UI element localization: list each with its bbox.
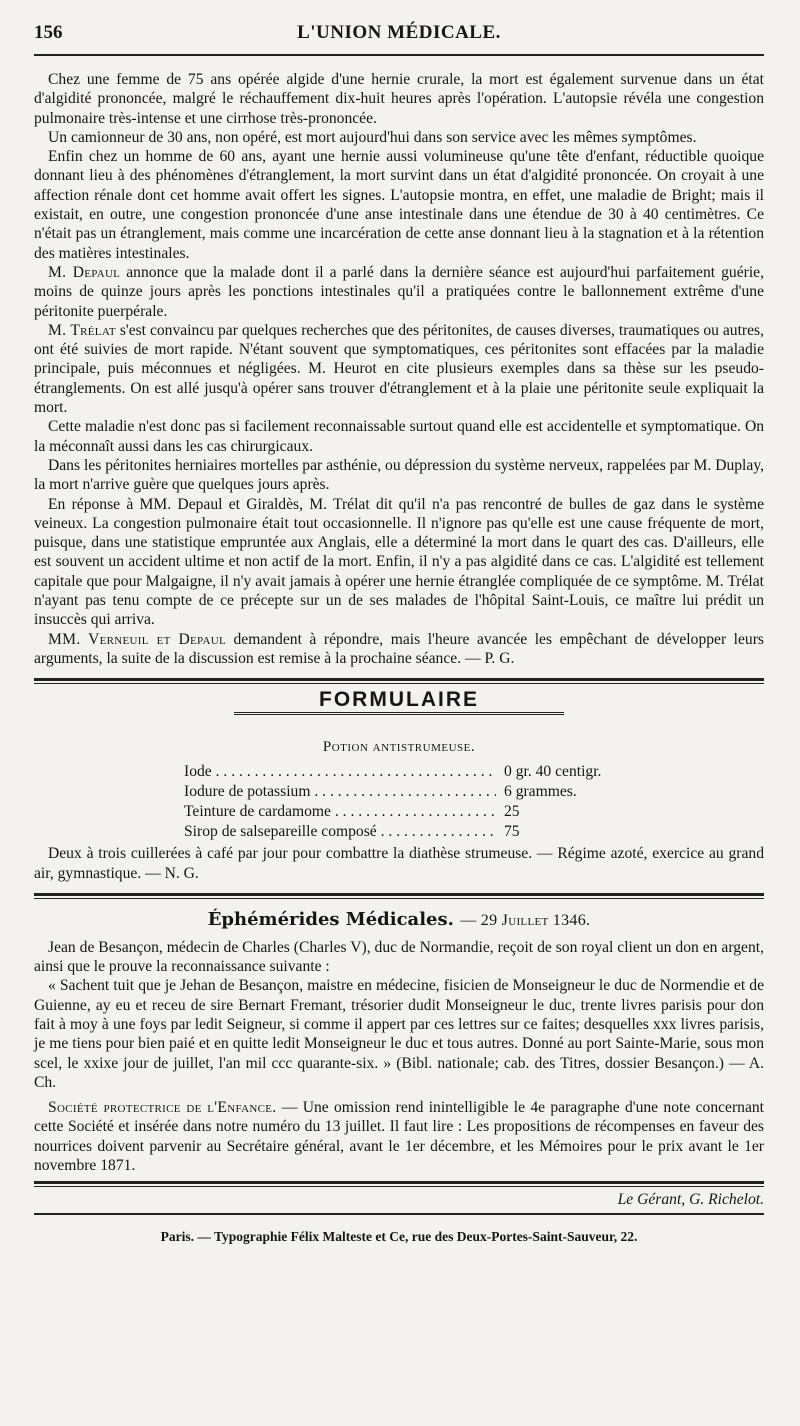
paragraph: Cette maladie n'est donc pas si facilement reconnaissable surtout quand elle est accidentelle et symptomatique. On la méconnaît aussi dans les cas chirurgicaux. (34, 418, 764, 455)
recipe-ingredients (184, 762, 664, 842)
recipe-note: Deux à trois cuillerées à café par jour pour combattre la diathèse strumeuse. — Régime azoté, exercice au grand air, gymnastique. — N. G. (34, 845, 764, 882)
ingredient-quantity: 0 gr. 40 centigr. (504, 763, 602, 781)
ingredient-row (184, 782, 664, 802)
ingredient-name: Iodure de potassium . . . (184, 782, 496, 802)
quotation: « Sachent tuit que je Jehan de Besançon, maistre en médecine, fisicien de Monseigneur le duc de Normendie et de Guienne, ay eu et receu de sire Bernart Fremant, trésorier dudit Monseigneur le duc, trente livres parisis pour don fait à moy à une foys par ledit Seigneur, si comme il appert par ces lettres sur ce faites; desquelles xxx livres parisis, je me tiens pour bien paié et en quitte ledit Monseigneur le duc et tous autres. Donné au port Sainte-Marie, sous mon scel, le xxixe jour de juillet, l'an mil ccc quarante-six. » (Bibl. nationale; cab. des Titres, dossier Besançon.) — A. Ch. (34, 977, 764, 1091)
paragraph (34, 630, 764, 669)
speaker-name: M. Depaul (48, 263, 121, 281)
paragraph-text: annonce que la malade dont il a parlé dans la dernière séance est aujourd'hui parfaitement guérie, moins de quinze jours après les ponctions intestinales qu'il a pratiquées contre le ballonnement extrême d'une péritonite puerpérale. (34, 263, 764, 320)
header-rule (34, 54, 764, 56)
ingredient-row (184, 802, 664, 822)
ingredient-name: Teinture de cardamome . . . (184, 802, 496, 822)
notice-heading: Société protectrice de l'Enfance. (48, 1099, 277, 1117)
speaker-name: MM. Verneuil et Depaul (48, 630, 226, 648)
notice-text: — Une omission rend inintelligible le 4e paragraphe d'une note concernant cette Société et insérée dans notre numéro du 13 juillet. Il faut lire : Les propositions de récompenses en faveur des nourrices doivent parvenir au Secrétaire général, avant le 1er décembre, et les Mémoires pour le prix avant le 1er novembre 1871. (34, 1099, 764, 1175)
paragraph: Chez une femme de 75 ans opérée algide d'une hernie crurale, la mort est également survenue dans un état d'algidité prononcée, malgré le réchauffement dix-huit heures après l'opération. L'autopsie révéla une congestion pulmonaire très-intense et une cirrhose très-prononcée. (34, 71, 764, 127)
section-rule (34, 1181, 764, 1187)
speaker-name: M. Trélat (48, 321, 116, 339)
signature (34, 1191, 764, 1209)
page-header (34, 22, 764, 48)
page-number: 156 (34, 22, 63, 43)
ingredient-quantity: 25 (504, 803, 520, 821)
paragraph: Dans les péritonites herniaires mortelles par asthénie, ou dépression du système nerveux, rappelées par M. Duplay, la mort n'arrive guère que quelques jours après. (34, 456, 764, 494)
ingredient-quantity: 75 (504, 823, 520, 841)
paragraph: En réponse à MM. Depaul et Giraldès, M. Trélat dit qu'il n'a pas rencontré de bulles de gaz dans le système veineux. La congestion pulmonaire était tout occasionnelle. Il n'ignore pas qu'elle est une cause fréquente de mort, puisque, dans une statistique empruntée aux Anglais, elle a déterminé la mort dans le quart des cas. D'ailleurs, elle est souvent un accident ultime et non actif de la mort. Enfin, il n'y a pas algidité dans ce cas. L'algidité est tellement capitale que pour Malgaigne, il n'y avait jamais à opérer une hernie étranglée compliquée de ce symptôme. M. Trélat n'ayant pas tenu compte de ce précepte sur un de ses malades de l'hôpital Saint-Louis, ce maître lui prédit un insuccès qui arriva. (34, 495, 764, 629)
ephemerides-heading: Éphémérides Médicales. (207, 908, 454, 930)
section-title: FORMULAIRE (319, 688, 479, 712)
paragraph-text: demandent à répondre, mais l'heure avancée les empêchant de développer leurs arguments, la suite de la discussion est remise à la prochaine séance. — P. G. (34, 630, 764, 667)
ingredient-row (184, 762, 664, 782)
section-rule (34, 678, 764, 684)
paragraph (34, 263, 764, 321)
recipe-title: Potion antistrumeuse. (322, 739, 476, 756)
ingredient-quantity: 6 grammes. (504, 783, 577, 801)
formulaire-section (34, 688, 764, 883)
paragraph (34, 321, 764, 417)
notice-paragraph (34, 1098, 764, 1175)
paragraph: Un camionneur de 30 ans, non opéré, est mort aujourd'hui dans son service avec les mêmes symptômes. (48, 128, 697, 146)
section-title (34, 909, 764, 930)
paragraph: Jean de Besançon, médecin de Charles (Charles V), duc de Normandie, reçoit de son royal client un don en argent, ainsi que le prouve la reconnaissance suivante : (34, 938, 764, 976)
paragraph-text: s'est convaincu par quelques recherches que des péritonites, de causes diverses, traumatiques ou autres, ont été suivies de mort rapide. N'étant souvent que symptomatiques, ces péritonites sont effacées par la maladie principale, puis méconnues et négligées. M. Heurot en cite plusieurs exemples dans sa thèse sur les pseudo-étranglements. On est allé jusqu'à opérer sans trouver d'étranglement et à la plaie une péritonite seule expliquait la mort. (34, 321, 765, 417)
ephemerides-section (34, 909, 764, 1176)
ingredient-name: Iode . . . (184, 762, 496, 782)
journal-page (34, 22, 764, 1245)
ingredient-name: Sirop de salsepareille composé . . . (184, 822, 496, 842)
ephemerides-date: — 29 Juillet 1346. (460, 911, 591, 929)
section-rule (34, 893, 764, 899)
paragraph: Enfin chez un homme de 60 ans, ayant une hernie aussi volumineuse qu'une tête d'enfant, réductible quoique donnant lieu à des phénomènes d'étranglement, la mort survint dans un état d'algidité prononcée. On croyait à une affection rénale dont cet homme avait offert les signes. L'autopsie montra, en effet, une maladie de Bright; mais il existait, en outre, une congestion prononcée d'une anse intestinale dans une étendue de 30 à 40 centimètres. Ce n'était pas un étranglement, mais comme une incarcération de cette anse donnant lieu à la stagnation et à la rétention des matières intestinales. (34, 148, 764, 262)
title-underline (234, 712, 564, 715)
journal-title: L'UNION MÉDICALE. (297, 22, 501, 43)
ingredient-row (184, 822, 664, 842)
printer-imprint: Paris. — Typographie Félix Malteste et Ce, rue des Deux-Portes-Saint-Sauveur, 22. (160, 1229, 638, 1245)
footer-rule (34, 1213, 764, 1215)
discussion-section (34, 70, 764, 668)
signature-text: Le Gérant, G. Richelot. (617, 1191, 764, 1209)
